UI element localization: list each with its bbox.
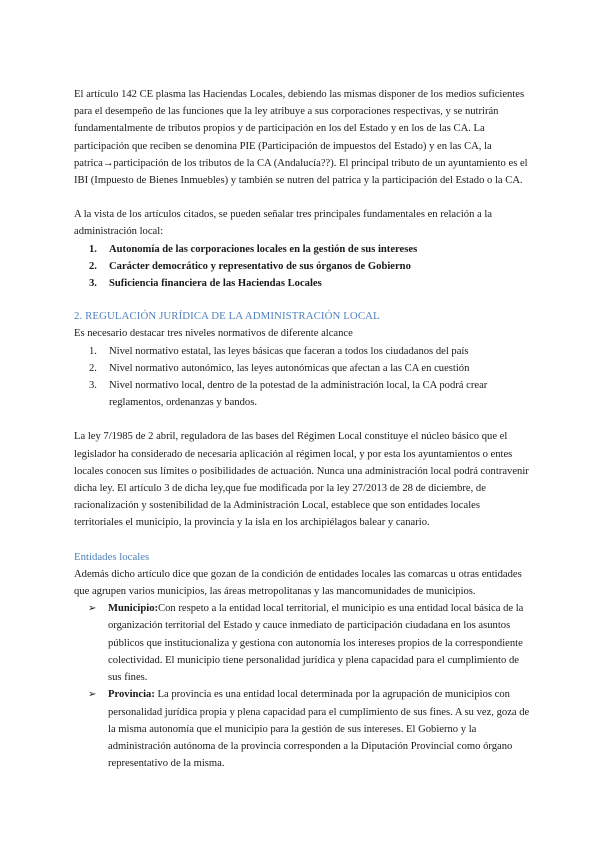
list-item: 3. Suficiencia financiera de las Haciendas Locales — [89, 278, 322, 290]
principles-lead: A la vista de los artículos citados, se pueden señalar tres principales fundamentales en relación a la administración local: — [74, 209, 493, 238]
term-label: Municipio: — [108, 603, 159, 615]
section-lead: Es necesario destacar tres niveles normativos de diferente alcance — [74, 328, 353, 340]
arrow-bullet-icon: ➢ — [88, 689, 97, 701]
list-item: 1. Nivel normativo estatal, las leyes básicas que faceran a todos los ciudadanos del país — [89, 345, 469, 357]
list-item: 2. Carácter democrático y representativo de sus órganos de Gobierno — [89, 260, 411, 272]
arrow-bullet-icon: ➢ — [88, 603, 97, 615]
document-page — [74, 86, 530, 772]
principles-list — [74, 241, 530, 293]
law-paragraph: La ley 7/1985 de 2 abril, reguladora de las bases del Régimen Local constituye el núcleo básico que el legislador ha considerado de necesaria aplicación al régimen local, y por esta los ayuntamientos o entes locales conocen sus límites o posibilidades de actuación. Nunca una administración local podrá contravenir dicha ley. El artículo 3 de dicha ley,que fue modificada por la ley 27/2013 de 28 de diciembre, de racionalización y sostenibilidad de la Administración Local, establece que son entidades locales territoriales el municipio, la provincia y la isla en los archipiélagos balear y canario. — [74, 431, 529, 529]
list-item: ➢ Provincia: La provincia es una entidad local determinada por la agrupación de municipios con personalidad jurídica propia y plena capacidad para el cumplimiento de sus fines. A su vez, goza de la misma autonomía que el municipio para la gestión de sus intereses. El Gobierno y la administración autónoma de la provincia corresponden a la Diputación Provincial como órgano representativo de la misma. — [74, 686, 530, 772]
term-label: Provincia: — [108, 689, 155, 701]
entidades-list — [74, 600, 530, 772]
list-item: 2. Nivel normativo autonómico, las leyes autonómicas que afectan a las CA en cuestión — [89, 362, 470, 374]
subsection-heading: Entidades locales — [74, 550, 150, 563]
intro-paragraph: El artículo 142 CE plasma las Haciendas Locales, debiendo las mismas disponer de los medios suficientes para el desempeño de las funciones que la ley atribuye a sus corporaciones respectivas, y se nutrirán fundamentalmente de tributos propios y de participación en los del Estado y en los de las CA. La participación que reciben se denomina PIE (Participación de impuestos del Estado) y en las CA, la patrica→participación de los tributos de la CA (Andalucía??). El principal tributo de un ayuntamiento es el IBI (Impuesto de Bienes Inmuebles) y también se nutren del patrica y la participación del Estado o la CA. — [74, 89, 528, 187]
list-item: 1. Autonomía de las corporaciones locales en la gestión de sus intereses — [89, 243, 418, 255]
list-item: ➢ Municipio:Con respeto a la entidad local territorial, el municipio es una entidad local básica de la organización territorial del Estado y cauce inmediato de participación ciudadana en los asuntos públicos que institucionaliza y gestiona con autonomía los intereses propios de la correspondiente colectividad. El municipio tiene personalidad jurídica y plena capacidad para el cumplimiento de sus fines. — [74, 600, 530, 686]
levels-list — [74, 343, 530, 412]
list-item: 3. Nivel normativo local, dentro de la potestad de la administración local, la CA podrá crear reglamentos, ordenanzas y bandos. — [89, 380, 488, 409]
section-heading: 2. REGULACIÓN JURÍDICA DE LA ADMINISTRACIÓN LOCAL — [74, 310, 380, 323]
entidades-lead: Además dicho artículo dice que gozan de la condición de entidades locales las comarcas u otras entidades que agrupen varios municipios, las áreas metropolitanas y las mancomunidades de municipios. — [74, 568, 522, 598]
